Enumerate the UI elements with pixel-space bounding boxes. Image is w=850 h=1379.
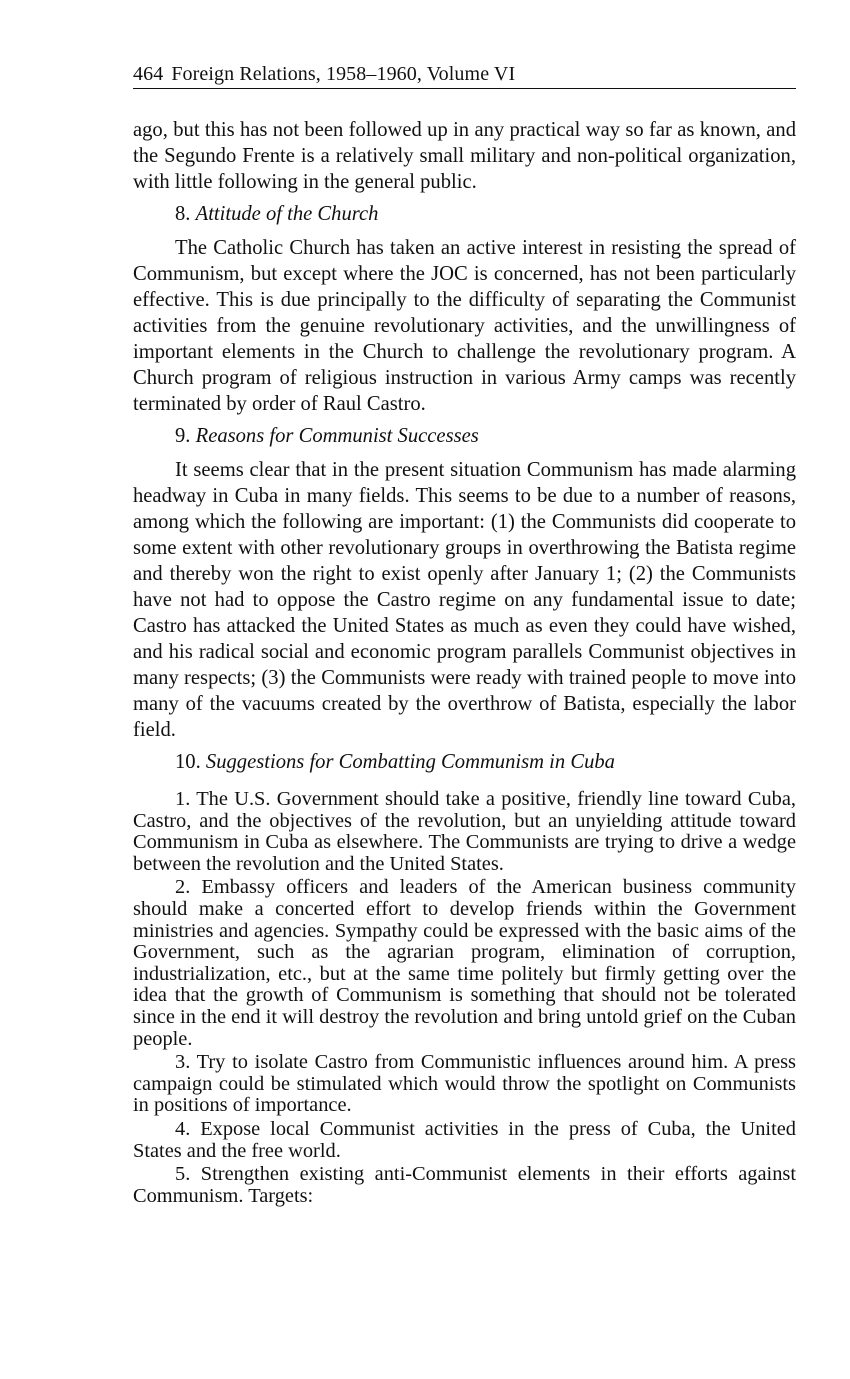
section-9-body: It seems clear that in the present situation Communism has made alarming headway in Cuba in many fields. This seems to be due to a number of reasons, among which the following are important: (1) the Communists did cooperate to some extent with other revolutionary groups in overthrowing the Batista regime and thereby won the right to exist openly after January 1; (2) the Communists have not had to oppose the Castro regime on any fundamental issue to date; Castro has attacked the United States as much as even they could have wished, and his radical social and economic program parallels Communist objectives in many respects; (3) the Communists were ready with trained people to move into many of the vacuums created by the overthrow of Batista, especially the labor field. (133, 459, 796, 741)
section-10-number: 10. (175, 751, 201, 773)
section-9-heading (133, 423, 796, 449)
section-8-heading (133, 201, 796, 227)
section-8-body: The Catholic Church has taken an active interest in resisting the spread of Communism, but except where the JOC is concerned, has not been particularly effective. This is due principally to the difficulty of separating the Communist activities from the genuine revolutionary activities, and the unwillingness of important elements in the Church to challenge the revolutionary program. A Church program of religious instruction in various Army camps was recently terminated by order of Raul Castro. (133, 237, 796, 415)
volume-title: Foreign Relations, 1958–1960, Volume VI (171, 63, 516, 85)
section-10-heading (133, 749, 796, 775)
intro-paragraph: ago, but this has not been followed up in any practical way so far as known, and the Segundo Frente is a relatively small military and non-political organization, with little following in the general public. (133, 119, 796, 193)
section-8-title: Attitude of the Church (195, 203, 379, 225)
document-page (133, 60, 796, 1209)
list-item: 3. Try to isolate Castro from Communistic influences around him. A press campaign could be stimulated which would throw the spotlight on Communists in positions of importance. (133, 1051, 796, 1117)
list-item: 2. Embassy officers and leaders of the American business community should make a concerted effort to develop friends within the Government ministries and agencies. Sympathy could be expressed with the basic aims of the Government, such as the agrarian program, elimination of corruption, industrialization, etc., but at the same time politely but firmly getting over the idea that the growth of Communism is something that should not be tolerated since in the end it will destroy the revolution and bring untold grief on the Cuban people. (133, 876, 796, 1050)
page-number: 464 (133, 63, 164, 85)
suggestions-list (133, 789, 796, 1207)
list-item: 4. Expose local Communist activities in the press of Cuba, the United States and the free world. (133, 1117, 796, 1162)
list-item: 5. Strengthen existing anti-Communist elements in their efforts against Communism. Targets: (133, 1163, 796, 1207)
section-9-number: 9. (175, 425, 191, 447)
section-8-number: 8. (175, 203, 191, 225)
section-10-title: Suggestions for Combatting Communism in Cuba (205, 751, 615, 773)
section-9-title: Reasons for Communist Successes (195, 425, 479, 447)
list-item: 1. The U.S. Government should take a positive, friendly line toward Cuba, Castro, and the objectives of the revolution, but an unyielding attitude toward Communism in Cuba as elsewhere. The Communists are trying to drive a wedge between the revolution and the United States. (133, 788, 796, 875)
running-head (133, 60, 796, 89)
